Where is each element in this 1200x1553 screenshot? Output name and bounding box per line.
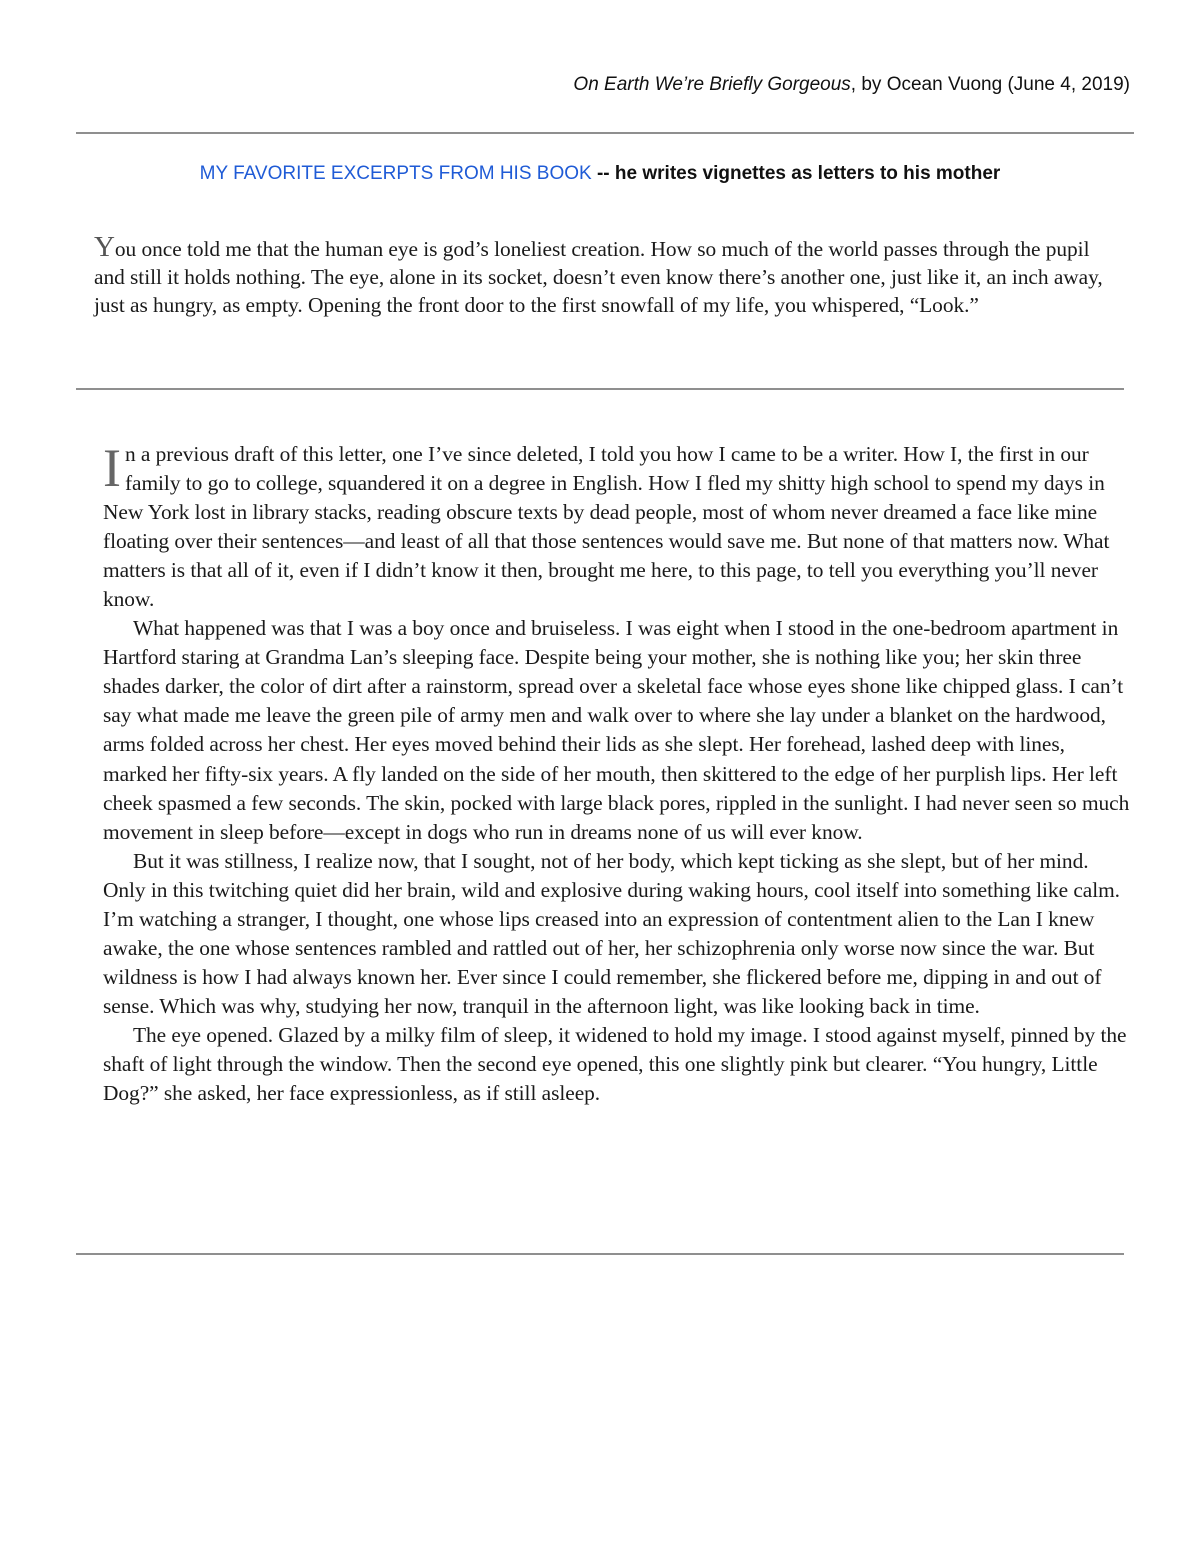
excerpt-two-paragraph-1 (103, 440, 1133, 614)
document-header (573, 74, 1130, 96)
excerpt-one (94, 233, 1104, 320)
excerpt-two-paragraph-4: The eye opened. Glazed by a milky film of sleep, it widened to hold my image. I stood against myself, pinned by the shaft of light through the window. Then the second eye opened, this one slightly pink but clearer. “You hungry, Little Dog?” she asked, her face expressionless, as if still asleep. (103, 1022, 1127, 1106)
divider-bottom (76, 1253, 1124, 1255)
section-heading-highlight: MY FAVORITE EXCERPTS FROM HIS BOOK (199, 163, 592, 184)
excerpt-two-dropcap: I (103, 438, 121, 498)
excerpt-two-paragraph-3: But it was stillness, I realize now, that I sought, not of her body, which kept ticking as she slept, but of her mind. Only in this twitching quiet did her brain, wild and explosive during waking hours, cool itself into something like calm. I’m watching a stranger, I thought, one whose lips creased into an expression of contentment alien to the Lan I knew awake, the one whose sentences rambled and rattled out of her, her schizophrenia only worse now since the war. But wildness is how I had always known her. Ever since I could remember, she flickered before me, dipping in and out of sense. Which was why, studying her now, tranquil in the afternoon light, was like looking back in time. (103, 848, 1120, 1018)
section-heading-description: -- he writes vignettes as letters to his mother (591, 163, 1001, 184)
book-title: On Earth We’re Briefly Gorgeous (573, 74, 851, 95)
byline: , by Ocean Vuong (June 4, 2019) (850, 74, 1130, 95)
excerpt-two-paragraph-1-text: n a previous draft of this letter, one I’ve since deleted, I told you how I came to be a writer. How I, the first in our family to go to college, squandered it on a degree in English. How I fled my shitty high school to spend my days in New York lost in library stacks, reading obscure texts by dead people, most of whom never dreamed a face like mine floating over their sentences—and least of all that those sentences would save me. But none of that matters now. What matters is that all of it, even if I didn’t know it then, brought me here, to this page, to tell you everything you’ll never know. (103, 442, 1110, 612)
excerpt-one-dropcap: Y (94, 231, 115, 263)
excerpt-one-paragraph (94, 233, 1104, 320)
section-heading (0, 163, 1200, 185)
divider-middle (76, 388, 1124, 390)
divider-top (76, 132, 1134, 134)
excerpt-one-text: ou once told me that the human eye is god’s loneliest creation. How so much of the world passes through the pupil and still it holds nothing. The eye, alone in its socket, doesn’t even know there’s another one, just like it, an inch away, just as hungry, as empty. Opening the front door to the first snowfall of my life, you whispered, “Look.” (94, 237, 1103, 318)
excerpt-two-paragraph-2: What happened was that I was a boy once and bruiseless. I was eight when I stood in the one-bedroom apartment in Hartford staring at Grandma Lan’s sleeping face. Despite being your mother, she is nothing like you; her skin three shades darker, the color of dirt after a rainstorm, spread over a skeletal face whose eyes shone like chipped glass. I can’t say what made me leave the green pile of army men and walk over to where she lay under a blanket on the hardwood, arms folded across her chest. Her eyes moved behind their lids as she slept. Her forehead, lashed deep with lines, marked her fifty-six years. A fly landed on the side of her mouth, then skittered to the edge of her purplish lips. Her left cheek spasmed a few seconds. The skin, pocked with large black pores, rippled in the sunlight. I had never seen so much movement in sleep before—except in dogs who run in dreams none of us will ever know. (103, 616, 1130, 844)
excerpt-two (103, 440, 1133, 1108)
